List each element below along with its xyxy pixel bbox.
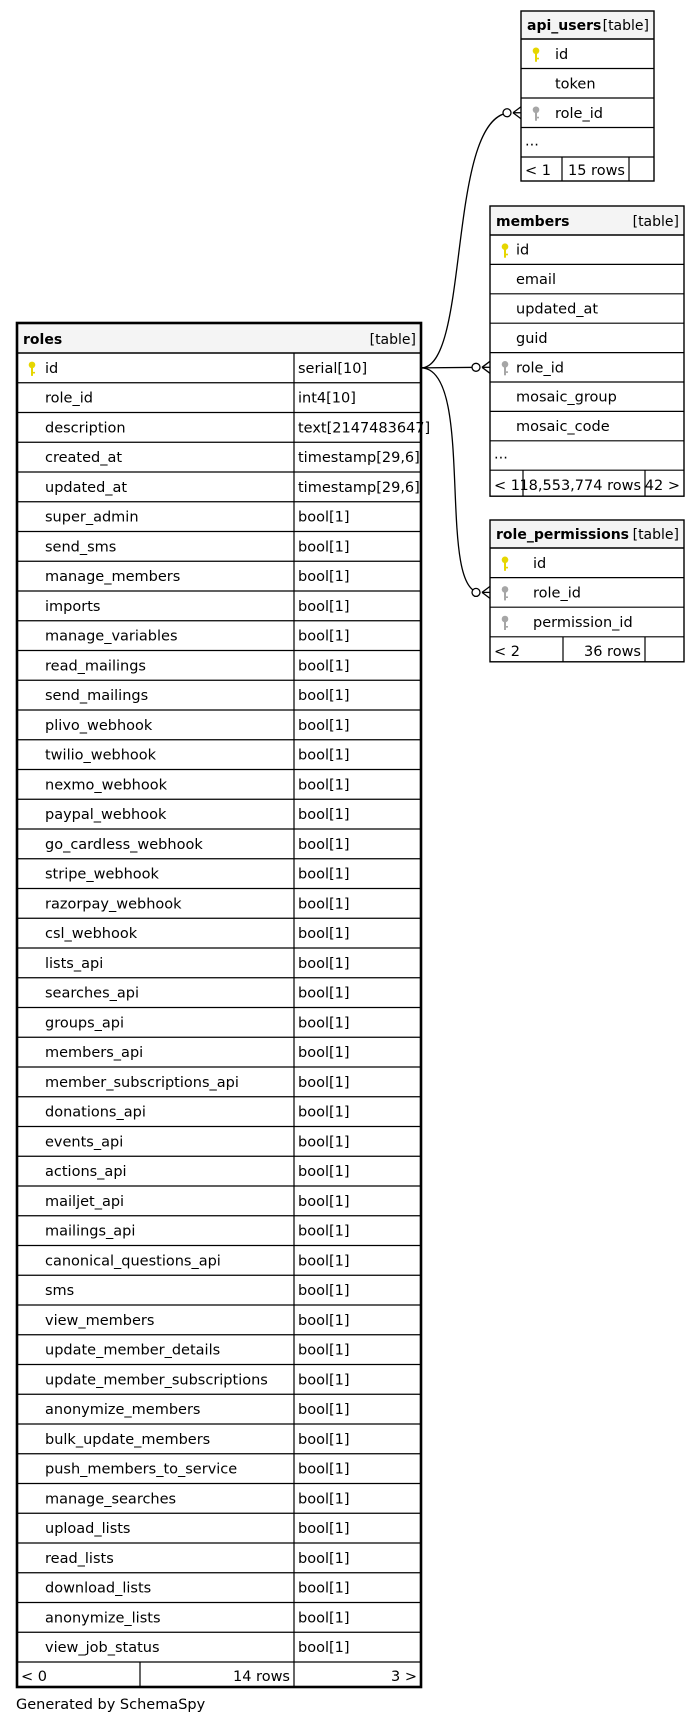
column-type: bool[1] xyxy=(298,1372,350,1389)
column-name: update_member_details xyxy=(45,1342,221,1359)
column-name: permission_id xyxy=(533,615,633,631)
table-kind: [table] xyxy=(369,332,416,348)
column-row xyxy=(17,777,421,799)
column-type: bool[1] xyxy=(298,1283,350,1300)
column-name: anonymize_lists xyxy=(45,1610,161,1627)
relationship-line xyxy=(421,367,480,368)
column-name: sms xyxy=(45,1283,75,1300)
column-row xyxy=(17,1283,421,1305)
column-name: member_subscriptions_api xyxy=(45,1074,239,1091)
column-name: email xyxy=(516,272,556,289)
table-footer xyxy=(525,157,629,181)
table-roles xyxy=(17,323,430,1687)
column-type: bool[1] xyxy=(298,1164,350,1181)
column-type: bool[1] xyxy=(298,1402,350,1419)
column-row xyxy=(17,748,421,770)
column-type: bool[1] xyxy=(298,777,350,794)
column-type: timestamp[29,6] xyxy=(298,479,420,496)
column-type: bool[1] xyxy=(298,569,350,586)
column-row xyxy=(17,837,421,859)
column-name: bulk_update_members xyxy=(45,1431,211,1448)
column-type: bool[1] xyxy=(298,1580,350,1597)
parents-count: < 0 xyxy=(21,1669,47,1685)
table-border xyxy=(17,323,421,1687)
column-name: token xyxy=(555,76,596,93)
column-name: canonical_questions_api xyxy=(45,1253,221,1270)
crows-foot-mark xyxy=(482,586,490,592)
column-name: manage_searches xyxy=(45,1491,177,1508)
column-name: donations_api xyxy=(45,1104,146,1121)
column-name: searches_api xyxy=(45,985,140,1002)
column-row xyxy=(17,1194,421,1216)
relationship-line xyxy=(421,368,480,593)
column-name: events_api xyxy=(45,1134,124,1151)
column-type: bool[1] xyxy=(298,1342,350,1359)
column-row xyxy=(17,599,421,621)
column-row xyxy=(17,1610,421,1632)
column-name: send_sms xyxy=(45,539,117,556)
column-row xyxy=(17,420,430,442)
column-name: download_lists xyxy=(45,1580,152,1597)
foreign-key-icon xyxy=(502,361,509,375)
column-name: read_mailings xyxy=(45,658,146,675)
row-count: 14 rows xyxy=(233,1669,290,1685)
column-row xyxy=(17,1372,421,1394)
column-type: bool[1] xyxy=(298,1431,350,1448)
column-type: bool[1] xyxy=(298,509,350,526)
primary-key-icon xyxy=(29,362,36,376)
column-name: id xyxy=(555,46,569,63)
parents-count: < 2 xyxy=(494,643,520,660)
column-name: mosaic_group xyxy=(516,389,617,406)
column-name: members_api xyxy=(45,1045,144,1062)
table-role_permissions xyxy=(490,520,684,662)
table-name: role_permissions xyxy=(496,527,630,543)
column-type: bool[1] xyxy=(298,688,350,705)
column-name: manage_variables xyxy=(45,628,178,645)
column-type: bool[1] xyxy=(298,1015,350,1032)
column-row xyxy=(17,1343,421,1365)
foreign-key-icon xyxy=(533,106,540,120)
crows-foot-mark xyxy=(482,361,490,367)
column-type: bool[1] xyxy=(298,598,350,615)
children-count: 3 > xyxy=(391,1669,417,1685)
optional-circle-mark xyxy=(472,588,480,596)
crows-foot-mark xyxy=(513,107,521,113)
column-row xyxy=(17,807,421,829)
column-name: updated_at xyxy=(45,479,128,496)
column-row xyxy=(490,585,684,607)
table-kind: [table] xyxy=(632,214,679,230)
column-type: bool[1] xyxy=(298,1045,350,1062)
column-row xyxy=(17,688,421,710)
table-name: roles xyxy=(23,332,63,348)
table-footer xyxy=(494,637,645,662)
column-row xyxy=(17,1134,421,1156)
column-row xyxy=(17,539,421,561)
column-row xyxy=(17,1640,421,1662)
column-row xyxy=(521,76,654,98)
column-row xyxy=(17,510,421,532)
column-name: role_id xyxy=(555,105,603,122)
column-row xyxy=(490,302,684,324)
column-type: bool[1] xyxy=(298,985,350,1002)
column-row xyxy=(17,956,421,978)
column-row xyxy=(17,1105,421,1127)
column-name: super_admin xyxy=(45,509,139,526)
table-kind: [table] xyxy=(602,18,649,34)
column-name: razorpay_webhook xyxy=(45,896,182,913)
column-name: updated_at xyxy=(516,301,599,318)
column-name: mosaic_code xyxy=(516,419,610,436)
column-row xyxy=(17,1015,421,1037)
column-name: created_at xyxy=(45,450,123,467)
column-row xyxy=(17,569,421,591)
column-row xyxy=(17,1045,421,1067)
relation-roles-api-users xyxy=(421,107,521,368)
crows-foot-mark xyxy=(482,592,490,598)
column-type: bool[1] xyxy=(298,1461,350,1478)
column-name: send_mailings xyxy=(45,688,149,705)
table-name: members xyxy=(496,214,570,230)
column-type: timestamp[29,6] xyxy=(298,450,420,467)
column-row xyxy=(521,47,654,69)
column-type: bool[1] xyxy=(298,1134,350,1151)
column-type: bool[1] xyxy=(298,717,350,734)
row-count: 18,553,774 rows xyxy=(519,478,641,495)
column-row xyxy=(17,361,421,383)
column-name: view_members xyxy=(45,1312,155,1329)
column-name: guid xyxy=(516,330,548,347)
column-name: description xyxy=(45,420,126,437)
table-members xyxy=(490,206,684,496)
column-name: id xyxy=(45,360,59,377)
column-row xyxy=(490,331,684,353)
column-name: go_cardless_webhook xyxy=(45,836,203,853)
row-count: 15 rows xyxy=(568,163,625,179)
column-type: bool[1] xyxy=(298,1253,350,1270)
column-row xyxy=(17,1313,421,1335)
column-name: lists_api xyxy=(45,955,104,972)
column-name: read_lists xyxy=(45,1550,114,1567)
column-row xyxy=(17,896,421,918)
column-row xyxy=(17,1224,421,1246)
parents-count: < 1 xyxy=(525,163,551,179)
table-name: api_users xyxy=(527,18,602,34)
column-name: view_job_status xyxy=(45,1640,160,1657)
column-type: bool[1] xyxy=(298,1521,350,1538)
table-footer xyxy=(494,470,680,496)
column-name: mailjet_api xyxy=(45,1193,125,1210)
column-type: bool[1] xyxy=(298,1223,350,1240)
column-type: bool[1] xyxy=(298,658,350,675)
column-type: text[2147483647] xyxy=(298,420,431,437)
relationship-line xyxy=(421,113,511,368)
column-type: int4[10] xyxy=(298,390,356,407)
primary-key-icon xyxy=(502,243,509,257)
column-type: bool[1] xyxy=(298,1104,350,1121)
column-name: role_id xyxy=(533,585,581,602)
column-name: push_members_to_service xyxy=(45,1461,238,1478)
column-name: id xyxy=(516,242,530,259)
column-row xyxy=(17,629,421,651)
relation-roles-role-permissions xyxy=(421,368,490,599)
crows-foot-mark xyxy=(482,367,490,373)
column-row xyxy=(17,1551,421,1573)
column-row xyxy=(17,480,421,502)
column-row xyxy=(17,926,421,948)
column-name: groups_api xyxy=(45,1015,125,1032)
column-row xyxy=(490,556,684,578)
column-row xyxy=(17,867,421,889)
column-type: bool[1] xyxy=(298,1312,350,1329)
column-row xyxy=(17,1075,421,1097)
table-api_users xyxy=(521,11,654,181)
column-row xyxy=(521,106,654,128)
column-name: twilio_webhook xyxy=(45,747,157,764)
column-type: bool[1] xyxy=(298,896,350,913)
column-row xyxy=(17,1164,421,1186)
column-row xyxy=(490,615,684,637)
column-name: anonymize_members xyxy=(45,1402,201,1419)
column-row xyxy=(490,243,684,265)
more-columns-ellipsis: ... xyxy=(494,446,508,463)
column-type: serial[10] xyxy=(298,360,368,377)
column-name: actions_api xyxy=(45,1164,127,1181)
column-row xyxy=(17,1521,421,1543)
column-name: nexmo_webhook xyxy=(45,777,167,794)
primary-key-icon xyxy=(533,47,540,61)
column-type: bool[1] xyxy=(298,1640,350,1657)
column-type: bool[1] xyxy=(298,866,350,883)
column-row xyxy=(490,360,684,382)
column-type: bool[1] xyxy=(298,1491,350,1508)
row-count: 36 rows xyxy=(584,643,641,660)
column-name: upload_lists xyxy=(45,1521,131,1538)
column-row xyxy=(17,1491,421,1513)
column-type: bool[1] xyxy=(298,1610,350,1627)
optional-circle-mark xyxy=(503,109,511,117)
column-name: manage_members xyxy=(45,569,181,586)
children-count: 42 > xyxy=(644,478,680,495)
column-name: imports xyxy=(45,598,101,615)
column-row xyxy=(17,1462,421,1484)
column-row xyxy=(17,718,421,740)
column-name: role_id xyxy=(45,390,93,407)
column-row xyxy=(490,419,684,441)
foreign-key-icon xyxy=(502,586,509,600)
column-row xyxy=(17,1253,421,1275)
table-header-bg xyxy=(17,323,421,353)
column-name: mailings_api xyxy=(45,1223,136,1240)
column-type: bool[1] xyxy=(298,1074,350,1091)
column-type: bool[1] xyxy=(298,747,350,764)
column-type: bool[1] xyxy=(298,1550,350,1567)
column-type: bool[1] xyxy=(298,539,350,556)
column-type: bool[1] xyxy=(298,955,350,972)
column-name: role_id xyxy=(516,360,564,377)
column-type: bool[1] xyxy=(298,926,350,943)
column-type: bool[1] xyxy=(298,836,350,853)
column-type: bool[1] xyxy=(298,628,350,645)
column-name: update_member_subscriptions xyxy=(45,1372,268,1389)
column-name: stripe_webhook xyxy=(45,866,159,883)
crows-foot-mark xyxy=(513,113,521,119)
foreign-key-icon xyxy=(502,616,509,630)
column-row xyxy=(17,391,421,413)
column-row xyxy=(17,658,421,680)
parents-count: < 1 xyxy=(494,478,520,495)
column-name: csl_webhook xyxy=(45,926,138,943)
column-type: bool[1] xyxy=(298,1193,350,1210)
column-name: plivo_webhook xyxy=(45,717,153,734)
primary-key-icon xyxy=(502,557,509,571)
column-row xyxy=(17,1581,421,1603)
optional-circle-mark xyxy=(472,363,480,371)
column-row xyxy=(490,390,684,412)
table-footer xyxy=(21,1662,417,1687)
table-kind: [table] xyxy=(632,527,679,543)
column-row xyxy=(17,1432,421,1454)
column-row xyxy=(17,450,421,472)
column-type: bool[1] xyxy=(298,807,350,824)
column-row xyxy=(17,1402,421,1424)
generated-by-credit: Generated by SchemaSpy xyxy=(16,1697,206,1713)
column-row xyxy=(17,986,421,1008)
more-columns-ellipsis: ... xyxy=(525,133,539,150)
column-name: id xyxy=(533,555,547,572)
column-row xyxy=(490,272,684,294)
column-name: paypal_webhook xyxy=(45,807,167,824)
